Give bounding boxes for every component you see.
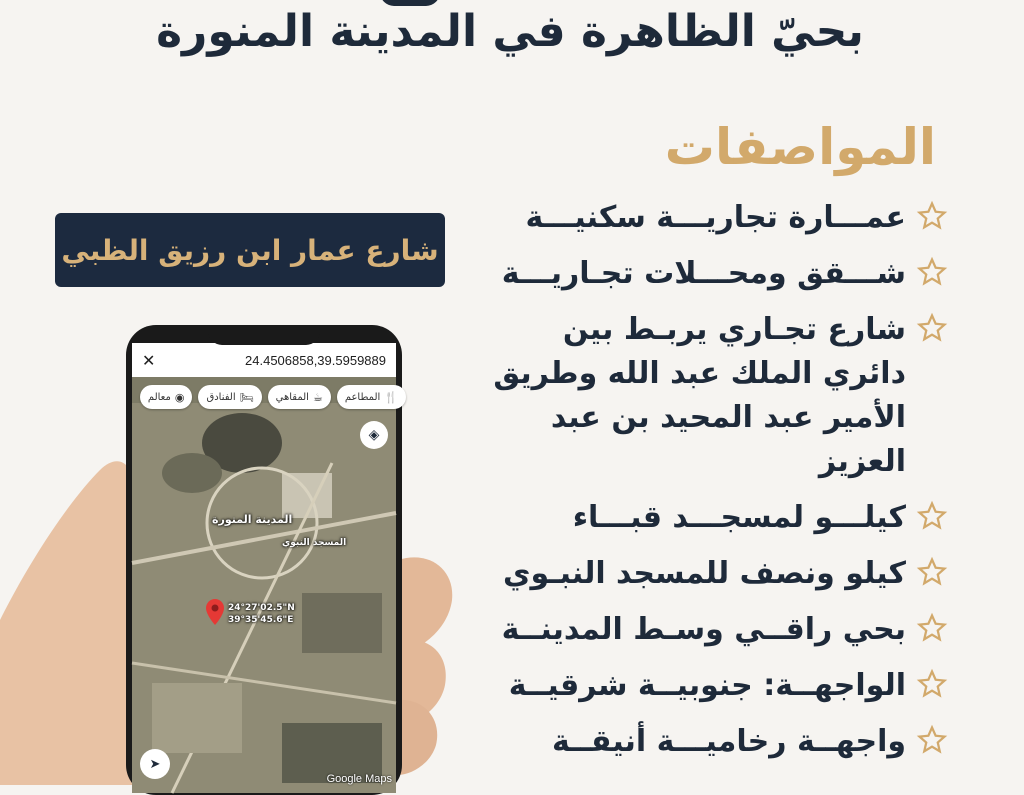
- spec-item: [480, 252, 950, 296]
- spec-text: شارع تجـاري يربـط بين دائري الملك عبد الله وطريق الأمير عبد المحيد بن عبد العزيز: [493, 312, 906, 479]
- close-icon[interactable]: ✕: [142, 350, 156, 370]
- chip-label: الفنادق: [206, 391, 236, 403]
- coffee-icon: ☕: [312, 390, 323, 404]
- chip-attractions[interactable]: [140, 385, 193, 409]
- coordinates-bar[interactable]: [132, 343, 396, 377]
- camera-icon: ◉: [174, 390, 185, 404]
- layers-icon: ◈: [368, 427, 380, 443]
- spec-item: [480, 664, 950, 708]
- star-icon: [914, 720, 950, 760]
- star-icon: [914, 308, 950, 348]
- navigation-button[interactable]: [140, 749, 170, 779]
- fork-knife-icon: 🍴: [384, 390, 398, 404]
- spec-text: كيلـــو لمسجـــد قبـــاء: [572, 500, 906, 535]
- star-icon: [914, 252, 950, 292]
- map-screen: [132, 343, 396, 793]
- bed-icon: 🛏: [239, 390, 254, 404]
- specs-list: [480, 196, 950, 776]
- phone-notch: [208, 325, 320, 345]
- page-subtitle: بحيّ الظاهرة في المدينة المنورة: [156, 6, 864, 57]
- chip-restaurants[interactable]: [337, 385, 406, 409]
- spec-text: عمـــارة تجاريـــة سكنيـــة: [525, 200, 906, 235]
- star-icon: [914, 664, 950, 704]
- spec-text: شـــقق ومحـــلات تجـاريـــة: [501, 256, 906, 291]
- pin-lat-label: 24°27'02.5"N: [228, 603, 295, 613]
- layers-button[interactable]: [360, 421, 388, 449]
- spec-text: واجهــة رخاميـــة أنيقــة: [552, 724, 906, 759]
- chip-label: معالم: [147, 391, 171, 403]
- navigate-arrow-icon: ➤: [149, 756, 161, 772]
- spec-item: [480, 720, 950, 764]
- spec-text: الواجهــة: جنوبيــة شرقيــة: [508, 668, 906, 703]
- location-pin-icon[interactable]: [206, 599, 224, 625]
- spec-item: [480, 308, 950, 484]
- spec-text: بحي راقــي وسـط المدينــة: [501, 612, 906, 647]
- spec-item: [480, 552, 950, 596]
- star-icon: [914, 552, 950, 592]
- spec-item: [480, 196, 950, 240]
- pin-lng-label: 39°35'45.6"E: [228, 615, 294, 625]
- star-icon: [914, 608, 950, 648]
- spec-item: [480, 496, 950, 540]
- map-mosque-label: المسجد النبوي: [282, 538, 347, 548]
- google-maps-logo: Google Maps: [326, 773, 392, 785]
- chip-hotels[interactable]: [198, 385, 261, 409]
- street-name-banner: [55, 213, 445, 287]
- spec-item: [480, 608, 950, 652]
- chip-cafes[interactable]: [268, 385, 331, 409]
- specs-title: المواصفات: [664, 118, 936, 176]
- map-city-label: المدينة المنورة: [212, 513, 293, 526]
- star-icon: [914, 196, 950, 236]
- coordinates-text: 24.4506858,39.5959889: [245, 352, 386, 368]
- spec-text: كيلو ونصف للمسجد النبـوي: [503, 556, 906, 591]
- chip-label: المقاهي: [275, 391, 309, 403]
- chip-label: المطاعم: [344, 391, 381, 403]
- street-name: شارع عمار ابن رزيق الظبي: [61, 233, 439, 267]
- map-category-chips: [126, 385, 406, 411]
- star-icon: [914, 496, 950, 536]
